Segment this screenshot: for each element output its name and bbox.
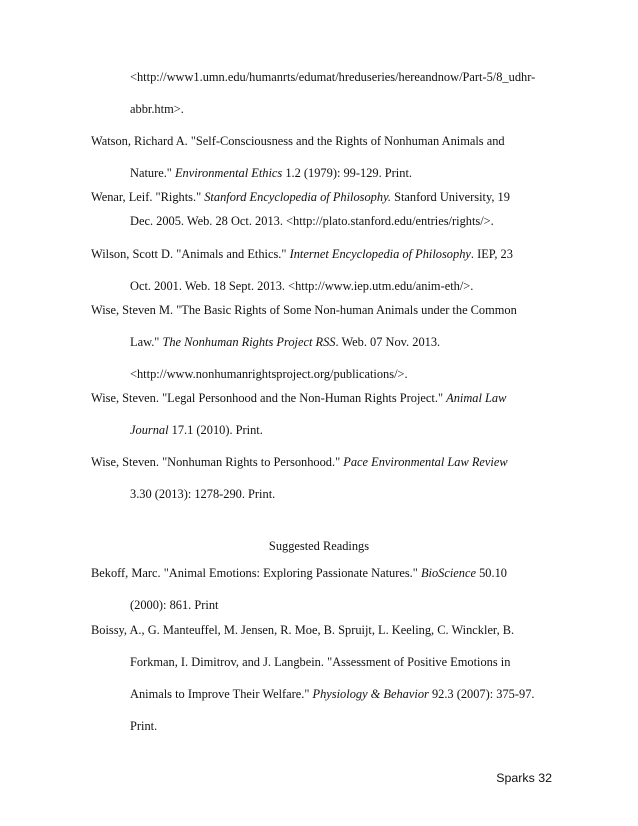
citation-line	[130, 69, 535, 85]
citation-text: Wise, Steven. "Legal Personhood and the Non-Human Rights Project."	[91, 391, 447, 405]
citation-line	[130, 597, 218, 613]
citation-title-italic: Environmental Ethics	[174, 166, 283, 180]
citation-line	[130, 654, 510, 670]
citation-title-italic: Journal	[130, 423, 169, 437]
citation-text: Dec. 2005. Web. 28 Oct. 2013. <http://plato.stanford.edu/entries/rights/>.	[130, 214, 494, 228]
citation-line	[91, 390, 506, 406]
citation-text: Wilson, Scott D. "Animals and Ethics."	[91, 247, 290, 261]
citation-line	[130, 334, 440, 350]
citation-text: Boissy, A., G. Manteuffel, M. Jensen, R. Moe, B. Spruijt, L. Keeling, C. Winckler, B.	[91, 623, 515, 637]
citation-text: Oct. 2001. Web. 18 Sept. 2013. <http://www.iep.utm.edu/anim-eth/>.	[130, 279, 474, 293]
citation-line	[91, 302, 517, 318]
citation-line	[130, 165, 412, 181]
citation-text: Law."	[130, 335, 163, 349]
page-footer: Sparks 32	[496, 771, 552, 785]
citation-text: 92.3 (2007): 375-97.	[428, 687, 535, 701]
citation-title-italic: The Nonhuman Rights Project RSS	[162, 335, 336, 349]
citation-text: Nature."	[130, 166, 175, 180]
citation-line	[130, 213, 494, 229]
citation-line	[130, 686, 535, 702]
citation-text: <http://www.nonhumanrightsproject.org/publications/>.	[130, 367, 408, 381]
citation-text: Wise, Steven. "Nonhuman Rights to Personhood."	[91, 455, 344, 469]
citation-line	[91, 246, 513, 262]
citation-text: abbr.htm>.	[130, 102, 184, 116]
citation-title-italic: Pace Environmental Law Review	[343, 455, 508, 469]
citation-text: 3.30 (2013): 1278-290. Print.	[130, 487, 276, 501]
citation-line	[130, 718, 157, 734]
citation-text: Wise, Steven M. "The Basic Rights of Some Non-human Animals under the Common	[91, 303, 517, 317]
citation-line	[130, 422, 263, 438]
citation-text: Watson, Richard A. "Self-Consciousness and the Rights of Nonhuman Animals and	[91, 134, 505, 148]
citation-title-italic: BioScience	[420, 566, 476, 580]
citation-line	[130, 366, 408, 382]
citation-line	[91, 189, 510, 205]
citation-line	[91, 133, 505, 149]
citation-text: (2000): 861. Print	[130, 598, 219, 612]
citation-text: 50.10	[475, 566, 507, 580]
citation-title-italic: Stanford Encyclopedia of Philosophy.	[204, 190, 391, 204]
citation-text: . Web. 07 Nov. 2013.	[335, 335, 441, 349]
suggested-readings-heading: Suggested Readings	[268, 539, 370, 553]
citation-title-italic: Internet Encyclopedia of Philosophy	[289, 247, 471, 261]
citation-text: 1.2 (1979): 99-129. Print.	[282, 166, 412, 180]
citation-line	[130, 101, 184, 117]
citation-line	[91, 454, 508, 470]
citation-text: <http://www1.umn.edu/humanrts/edumat/hreduseries/hereandnow/Part-5/8_udhr-	[130, 70, 536, 84]
citation-line	[130, 486, 275, 502]
citation-text: Print.	[130, 719, 158, 733]
citation-title-italic: Animal Law	[446, 391, 507, 405]
citation-title-italic: Physiology & Behavior	[312, 687, 429, 701]
citation-text: Forkman, I. Dimitrov, and J. Langbein. "Assessment of Positive Emotions in	[130, 655, 511, 669]
citation-line	[91, 622, 514, 638]
citation-text: Stanford University, 19	[390, 190, 510, 204]
citation-line	[130, 278, 473, 294]
citation-text: Bekoff, Marc. "Animal Emotions: Exploring Passionate Natures."	[91, 566, 421, 580]
citation-text: Wenar, Leif. "Rights."	[91, 190, 205, 204]
citation-text: Animals to Improve Their Welfare."	[130, 687, 313, 701]
citation-text: 17.1 (2010). Print.	[168, 423, 263, 437]
citation-line	[91, 565, 507, 581]
citation-text: . IEP, 23	[470, 247, 513, 261]
